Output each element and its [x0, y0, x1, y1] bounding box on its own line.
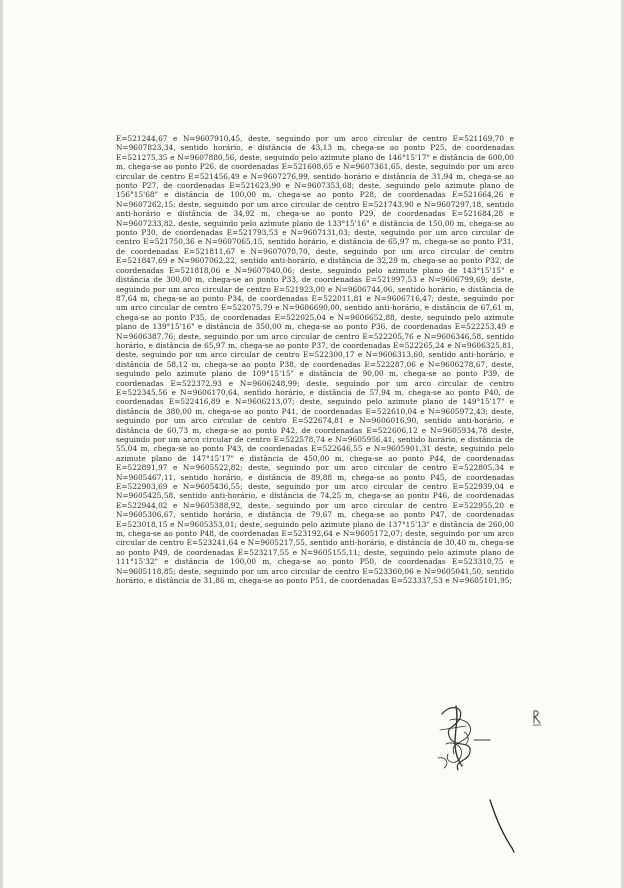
page-initials-mark — [531, 708, 543, 728]
margin-ink-stroke — [484, 796, 524, 854]
scan-edge-left — [0, 0, 3, 888]
document-body — [116, 134, 514, 586]
boundary-description-paragraph: E=521244,67 e N=9607910,45, deste, seguindo por um arco circular de centro E=521169,70 e N=9607823,34, sentido horário, e distância de 43,13 m, chega-se ao ponto P25, de coordenadas E=521275,35 e N=9607880,56, deste, seguindo pelo azimute plano de 146°15'17" e distância de 600,00 m, chega-se ao ponto P26, de coordenadas E=521608,65 e N=9607361,65, deste, seguindo por um arco circular de centro E=521456,49 e N=9607276,99, sentido horário e distância de 31,94 m, chega-se ao ponto P27, de coordenadas E=521623,90 e N=9607353,68; deste, seguindo pelo azimute plano de 156°15'68" e distância de 100,00 m, chega-se ao ponto P28, de coordenadas E=521664,26 e N=9607262,15; deste, seguindo por um arco circular de centro E=521743,90 e N=9607297,18, sentido anti-horário e distância de 34,92 m, chega-se ao ponto P29, de coordenadas E=521684,28 e N=9607233,82, deste, seguindo pelo azimute plano de 133°15'16" e distância de 150,00 m, chega-se ao ponto P30, de coordenadas E=521793,53 e N=9607131,03; deste, seguindo por um arco circular de centro E=521750,36 e N=9607065,15, sentido horário, e distância de 65,97 m, chega-se ao ponto P31, de coordenadas E=521811,67 e N=9607070,70, deste, seguindo por um arco circular de centro E=521847,69 e N=9607062,22, sentido anti-horário, e distância de 32,29 m, chega-se ao ponto P32, de coordenadas E=521818,06 e N=9607040,06; deste, seguindo pelo azimute plano de 143°15'15" e distância de 300,00 m, chega-se ao ponto P33, de coordenadas E=521997,53 e N=9606799,69; deste, seguindo por um arco circular de centro E=521923,00 e N=9606744,06, sentido horário, e distância de 87,64 m, chega-se ao ponto P34, de coordenadas E=522011,81 e N=9606716,47; deste, seguindo por um arco circular de centro E=522075,79 e N=9606690,00, sentido anti-horário, e distância de 67,61 m, chega-se ao ponto P35, de coordenadas E=522025,04 e N=9606652,88, deste, seguindo pelo azimute plano de 139°15'16" e distância de 350,00 m, chega-se ao ponto P36, de coordenadas E=522253,49 e N=9606387,76; deste, seguindo por um arco circular de centro E=522205,76 e N=9606346,58, sentido horário, e distância de 65,97 m, chega-se ao ponto P37, de coordenadas E=522265,24 e N=9606325,81, deste, seguindo por um arco circular de centro E=522300,17 e N=9606313,60, sentido anti-horário, e distância de 58,12 m, chega-se ao ponto P38, de coordenadas E=522287,06 e N=9606278,67, deste, seguindo pelo azimute plano de 109°15'15" e distância de 90,00 m, chega-se ao ponto P39, de coordenadas E=522372,93 e N=9606248,99; deste, seguindo por um arco circular de centro E=522345,56 e N=9606170,64, sentido horário, e distância de 57,94 m, chega-se ao ponto P40, de coordenadas E=522416,89 e N=9606213,07; deste, seguindo pelo azimute plano de 149°15'17" e distância de 380,00 m, chega-se ao ponto P41, de coordenadas E=522610,04 e N=9605972,43; deste, seguindo por um arco circular de centro E=522674,81 e N=9606016,90, sentido anti-horário, e distância de 60,73 m, chega-se ao ponto P42, de coordenadas E=522606,12 e N=9605934,78 deste, seguindo por um arco circular de centro E=522578,74 e N=9605956,41, sentido horário, e distância de 55,04 m, chega-se ao ponto P43, de coordenadas E=522646,55 e N=9605901,31 deste, seguindo pelo azimute plano de 147°15'17" e distância de 450,00 m, chega-se ao ponto P44, de coordenadas E=522891,97 e N=9605522,82; deste, seguindo por um arco circular de centro E=522805,34 e N=9605467,11, sentido horário, e distância de 89,88 m, chega-se ao ponto P45, de coordenadas E=522903,69 e N=9605436,55; deste, seguindo por um arco circular de centro E=522939,04 e N=9605425,58, sentido anti-horário, e distância de 74,25 m, chega-se ao ponto P46, de coordenadas E=522944,02 e N=9605388,92, deste, seguindo por um arco circular de centro E=522955,20 e N=9605306,67, sentido horário, e distância de 79,67 m, chega-se ao ponto P47, de coordenadas E=523018,15 e N=9605353,01; deste, seguindo pelo azimute plano de 137°15'13" e distância de 260,00 m, chega-se ao ponto P48, de coordenadas E=523192,64 e N=9605172,07; deste, seguindo por um arco circular de centro E=523241,64 e N=9605217,55, sentido anti-horário, e distância de 30,40 m, chega-se ao ponto P49, de coordenadas E=523217,55 e N=9605155,11; deste, seguindo pelo azimute plano de 111°15'32" e distância de 100,00 m, chega-se ao ponto P50, de coordenadas E=523310,75 e N=9605118,85; deste, seguindo por um arco circular de centro E=523360,06 e N=9605041,50, sentido horário, e distância de 31,86 m, chega-se ao ponto P51, de coordenadas E=523337,53 e N=9605101,95; — [116, 134, 514, 586]
handwritten-signature — [420, 696, 510, 786]
